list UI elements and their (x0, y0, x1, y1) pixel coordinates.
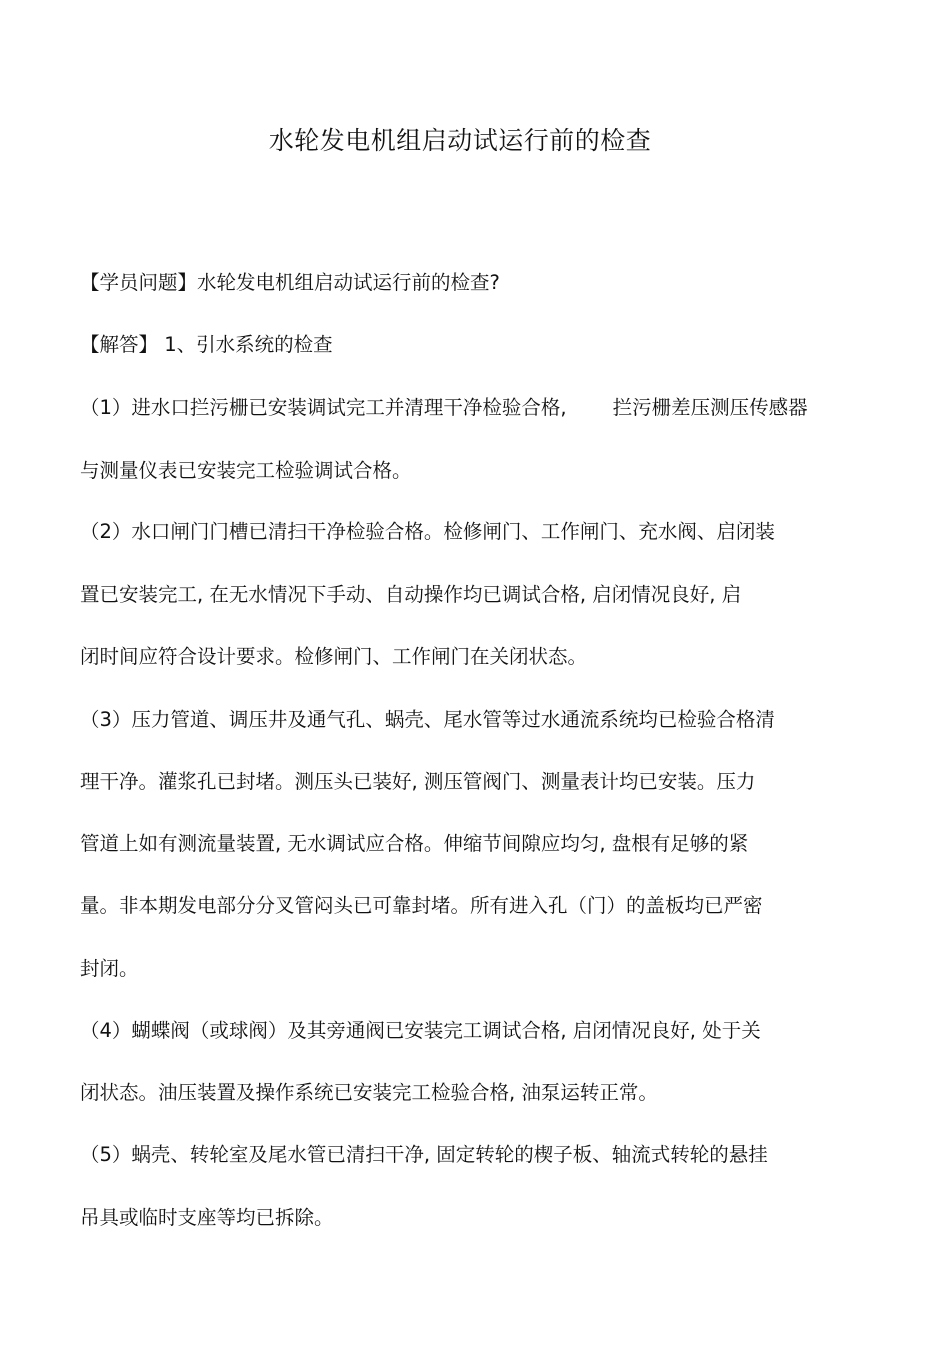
item3-line4: 量。非本期发电部分分叉管闷头已可靠封堵。所有进入孔（门）的盖板均已严密 (80, 894, 763, 917)
answer-intro-line: 【解答】 1、引水系统的检查 (80, 333, 333, 356)
item3-line1: （3）压力管道、调压井及通气孔、蜗壳、尾水管等过水通流系统均已检验合格清 (80, 708, 775, 731)
item3-line3: 管道上如有测流量装置, 无水调试应合格。伸缩节间隙应均匀, 盘根有足够的紧 (80, 832, 749, 855)
item2-line3: 闭时间应符合设计要求。检修闸门、工作闸门在关闭状态。 (80, 645, 588, 668)
item1-line2: 与测量仪表已安装完工检验调试合格。 (80, 459, 412, 482)
item4-line1: （4）蝴蝶阀（或球阀）及其旁通阀已安装完工调试合格, 启闭情况良好, 处于关 (80, 1019, 761, 1042)
item4-line2: 闭状态。油压装置及操作系统已安装完工检验合格, 油泵运转正常。 (80, 1081, 658, 1104)
item3-line2: 理干净。灌浆孔已封堵。测压头已装好, 测压管阀门、测量表计均已安装。压力 (80, 770, 756, 793)
item2-line2: 置已安装完工, 在无水情况下手动、自动操作均已调试合格, 启闭情况良好, 启 (80, 583, 742, 606)
item5-line1: （5）蜗壳、转轮室及尾水管已清扫干净, 固定转轮的楔子板、轴流式转轮的悬挂 (80, 1143, 768, 1166)
item1-line1 (80, 393, 808, 423)
item3-line5: 封闭。 (80, 957, 139, 980)
item1-line1-part-a: （1）进水口拦污栅已安装调试完工并清理干净检验合格, (80, 396, 567, 419)
question-line: 【学员问题】水轮发电机组启动试运行前的检查? (80, 271, 500, 294)
document-title: 水轮发电机组启动试运行前的检查 (268, 126, 652, 155)
item5-line2: 吊具或临时支座等均已拆除。 (80, 1206, 334, 1229)
item1-line1-part-b: 拦污栅差压测压传感器 (612, 396, 808, 419)
item2-line1: （2）水口闸门门槽已清扫干净检验合格。检修闸门、工作闸门、充水阀、启闭装 (80, 520, 775, 543)
